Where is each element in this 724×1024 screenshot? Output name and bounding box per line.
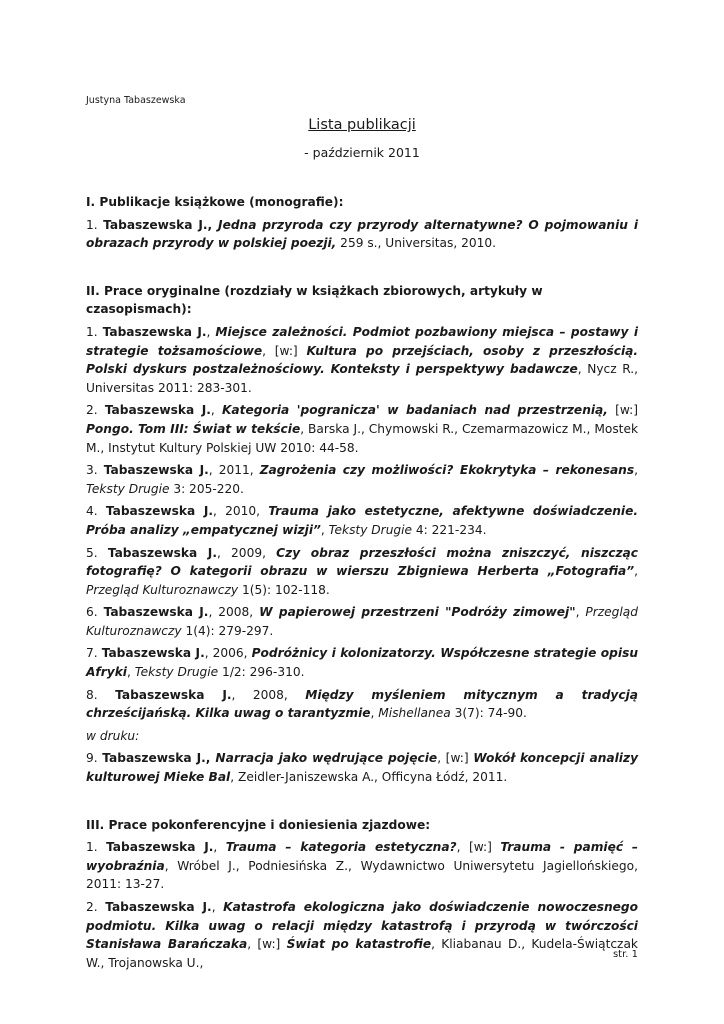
entry-text: , <box>634 463 638 478</box>
publication-entry <box>86 544 638 600</box>
entry-text: , Zeidler-Janiszewska A., Officyna Łódź, 2011. <box>230 770 508 785</box>
entry-text: Teksty Drugie <box>86 481 170 496</box>
entry-text: w druku: <box>86 728 140 743</box>
entry-text: Kultura po przejściach, osoby z przeszłością. Polski dyskurs postzależnościowy. Konteksty i perspektywy badawcze <box>86 343 638 377</box>
entry-text: , <box>205 751 216 766</box>
entry-text: Przegląd Kulturoznawczy <box>86 605 639 638</box>
entry-text: Tabaszewska J. <box>106 840 214 855</box>
publication-entry <box>86 644 638 681</box>
document-subtitle: - październik 2011 <box>304 145 420 160</box>
entry-text: 1. <box>86 840 107 855</box>
entry-text: Teksty Drugie <box>328 522 413 537</box>
entry-text: , <box>211 900 224 914</box>
entry-text: 5. <box>86 545 108 560</box>
entry-text: , Nycz R., Universitas 2011: 283-301. <box>86 362 638 395</box>
author-name: Justyna Tabaszewska <box>86 95 186 106</box>
entry-text: Tabaszewska J. <box>103 463 209 478</box>
entry-text: , Kliabanau D., Kudela-Świątczak W., Trojanowska U., <box>86 937 638 970</box>
entry-text: Tabaszewska J. <box>102 324 207 339</box>
publication-entry <box>86 603 638 640</box>
entry-text: , [w:] <box>437 751 474 766</box>
entry-text: Tabaszewska J. <box>105 900 212 914</box>
entry-text: 1(5): 102-118. <box>238 582 330 597</box>
entry-text: , <box>320 522 329 537</box>
publication-entry <box>86 838 638 894</box>
publication-entry <box>86 401 638 457</box>
entry-text: Zagrożenia czy możliwości? Ekokrytyka – rekonesans <box>259 463 635 478</box>
entry-text: , <box>206 324 216 339</box>
entry-text: , 2008, <box>208 605 260 620</box>
publication-entry <box>86 686 638 723</box>
entry-text: 1. <box>86 217 104 232</box>
entry-text: Trauma jako estetyczne, afektywne doświadczenie. Próba analizy „empatycznej wizji” <box>86 504 638 537</box>
entry-text: 2. <box>86 900 106 914</box>
entry-text: 4. <box>86 504 106 519</box>
entry-text: 3(7): 74-90. <box>450 706 527 721</box>
entry-text: Kategoria 'pogranicza' w badaniach nad przestrzenią, <box>221 403 608 418</box>
entry-text: Tabaszewska J. <box>107 545 217 560</box>
entry-text: , 2006, <box>204 646 252 661</box>
entry-text: Tabaszewska J. <box>115 687 232 702</box>
entry-text: 1(4): 279-297. <box>181 623 274 638</box>
entry-text: , [w:] <box>247 937 287 952</box>
entry-text: , <box>370 706 379 721</box>
publication-entry <box>86 749 638 786</box>
entry-text: , 2008, <box>231 687 306 702</box>
entry-text: Trauma – kategoria estetyczna? <box>225 840 457 855</box>
entry-text: Tabaszewska J. <box>103 217 208 232</box>
section-heading: II. Prace oryginalne (rozdziały w książkach zbiorowych, artykuły w czasopismach): <box>86 283 543 317</box>
publication-entry <box>86 216 638 253</box>
entry-text: 259 s., Universitas, 2010. <box>336 236 497 251</box>
entry-text: , <box>126 665 135 680</box>
entry-text: Trauma - pamięć – wyobraźnia <box>86 840 638 873</box>
section-heading: I. Publikacje książkowe (monografie): <box>86 195 344 209</box>
publication-entry <box>86 323 638 397</box>
entry-text: Teksty Drugie <box>134 665 219 680</box>
entry-text: 2. <box>86 403 105 418</box>
entry-text: 8. <box>86 687 116 702</box>
entry-text: 3. <box>86 463 104 478</box>
entry-text: 7. <box>86 646 102 661</box>
publication-entry <box>86 898 638 972</box>
entry-text: 9. <box>86 751 103 766</box>
entry-text: 4: 221-234. <box>412 522 487 537</box>
entry-text: Świat po katastrofie <box>286 937 432 952</box>
publication-list <box>86 193 638 976</box>
entry-text: Czy obraz przeszłości można zniszczyć, niszcząc fotografię? O kategorii obrazu w wierszu Zbigniewa Herberta „Fotografia” <box>86 545 638 579</box>
entry-text: Katastrofa ekologiczna jako doświadczenie nowoczesnego podmiotu. Kilka uwag o relacji między katastrofą i przyrodą w twórczości Stanisława Barańczaka <box>86 900 639 952</box>
section-heading: III. Prace pokonferencyjne i doniesienia zjazdowe: <box>86 817 431 832</box>
entry-text: 3: 205-220. <box>169 481 244 496</box>
entry-text: Podróżnicy i kolonizatorzy. Współczesne strategie opisu Afryki <box>86 646 639 680</box>
entry-text: , 2009, <box>216 545 277 560</box>
entry-text: 1. <box>86 324 103 339</box>
publication-entry <box>86 461 638 498</box>
entry-text: Wokół koncepcji analizy kulturowej Mieke Bal <box>86 751 639 785</box>
entry-text: Przegląd Kulturoznawczy <box>86 582 239 597</box>
entry-text: Tabaszewska J. <box>102 751 206 766</box>
entry-text: , <box>634 564 638 579</box>
entry-text: Między myśleniem mitycznym a tradycją chrześcijańską. Kilka uwag o tarantyzmie <box>86 687 638 721</box>
entry-text: , <box>575 605 586 620</box>
document-title: Lista publikacji <box>308 117 416 133</box>
entry-text: Mishellanea <box>378 706 451 721</box>
entry-text: [w:] <box>607 403 639 418</box>
entry-text: Tabaszewska J. <box>103 605 209 620</box>
entry-text: W papierowej przestrzeni "Podróży zimowej" <box>259 605 576 620</box>
entry-text: , Wróbel J., Podniesińska Z., Wydawnictwo Uniwersytetu Jagiellońskiego, 2011: 13-27. <box>86 858 638 892</box>
entry-text: Jedna przyroda czy przyrody alternatywne? O pojmowaniu i obrazach przyrody w polskiej poezji, <box>86 217 639 251</box>
entry-text: 1/2: 296-310. <box>218 665 305 680</box>
entry-text: , <box>210 403 222 418</box>
entry-text: , 2011, <box>208 463 260 478</box>
entry-text: Narracja jako wędrujące pojęcie <box>215 751 438 766</box>
publication-entry <box>86 727 638 746</box>
entry-text: Pongo. Tom III: Świat w tekście <box>86 421 301 436</box>
page-number: str. 1 <box>612 949 638 960</box>
entry-text: , [w:] <box>456 840 501 855</box>
entry-text: , Barska J., Chymowski R., Czemarmazowicz M., Mostek M., Instytut Kultury Polskiej UW 2010: 44-58. <box>86 421 639 455</box>
entry-text: , <box>213 840 226 855</box>
entry-text: , <box>207 217 219 232</box>
entry-text: Tabaszewska J. <box>104 403 211 418</box>
entry-text: Tabaszewska J. <box>105 504 213 519</box>
entry-text: , 2010, <box>212 504 269 519</box>
entry-text: Miejsce zależności. Podmiot pozbawiony miejsca – postawy i strategie tożsamościowe <box>86 324 639 358</box>
entry-text: 6. <box>86 605 104 620</box>
entry-text: Tabaszewska J. <box>101 646 205 661</box>
entry-text: , [w:] <box>262 343 307 358</box>
publication-entry <box>86 502 638 539</box>
